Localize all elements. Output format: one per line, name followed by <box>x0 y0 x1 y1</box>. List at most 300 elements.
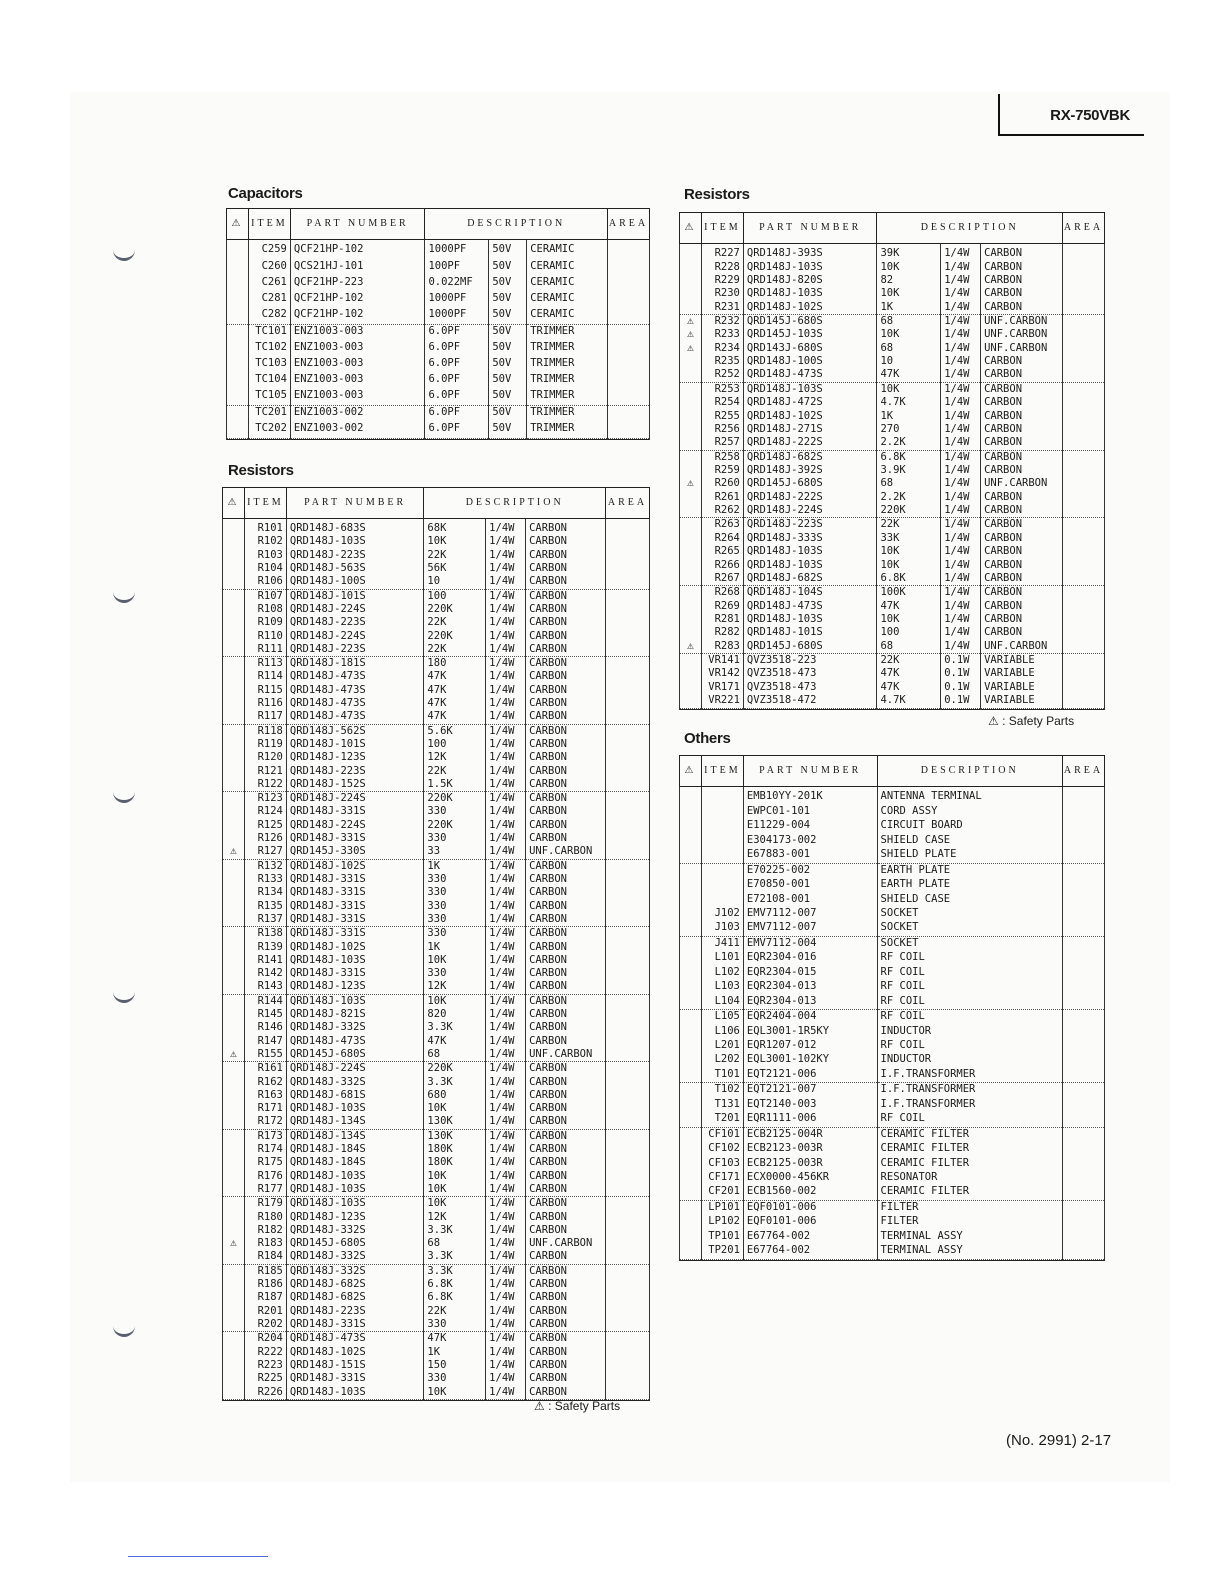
table-row <box>223 549 650 562</box>
description-cell: SOCKET <box>877 907 1062 921</box>
rating-cell: 50V <box>489 240 527 260</box>
item-column-header: ITEM <box>701 756 743 787</box>
safety-mark <box>223 765 245 778</box>
item-cell: R134 <box>244 886 286 899</box>
value-cell: 100 <box>877 626 941 639</box>
item-cell: R281 <box>701 613 743 626</box>
safety-mark <box>680 436 702 450</box>
value-cell: 47K <box>424 710 486 724</box>
part-number-cell: QRD148J-331S <box>286 805 424 818</box>
value-cell: 68K <box>424 519 486 536</box>
area-cell <box>607 308 649 325</box>
safety-mark <box>223 1062 245 1076</box>
type-cell: CARBON <box>981 436 1063 450</box>
type-cell: CARBON <box>981 613 1063 626</box>
value-cell: 22K <box>424 765 486 778</box>
value-cell: 1000PF <box>425 292 489 308</box>
item-cell: R282 <box>701 626 743 639</box>
safety-mark <box>680 1171 702 1185</box>
safety-mark <box>680 848 702 863</box>
empty-cell <box>290 438 425 439</box>
empty-cell <box>425 438 489 439</box>
description-cell: RF COIL <box>877 980 1062 994</box>
rating-cell: 1/4W <box>941 450 981 464</box>
area-cell <box>1062 491 1104 504</box>
part-number-column-header: PART NUMBER <box>743 213 877 244</box>
type-cell: TRIMMER <box>527 324 608 341</box>
value-cell: 47K <box>877 681 941 694</box>
item-cell: R113 <box>244 657 286 671</box>
safety-mark <box>223 1386 245 1400</box>
rating-cell: 1/4W <box>486 873 526 886</box>
empty-cell <box>701 708 743 709</box>
item-cell: R183 <box>244 1237 286 1250</box>
item-cell: R173 <box>244 1129 286 1143</box>
type-cell: CARBON <box>981 244 1063 261</box>
rating-cell: 1/4W <box>486 1291 526 1304</box>
part-number-column-header: PART NUMBER <box>286 488 424 519</box>
safety-mark <box>223 1115 245 1129</box>
safety-mark <box>680 951 702 965</box>
value-cell: 10 <box>877 355 941 368</box>
rating-cell: 1/4W <box>486 792 526 806</box>
area-cell <box>605 845 649 859</box>
part-number-cell: QRD148J-223S <box>286 765 424 778</box>
area-cell <box>605 1102 649 1115</box>
area-cell <box>605 1237 649 1250</box>
area-cell <box>1062 613 1104 626</box>
safety-mark <box>680 274 702 287</box>
safety-mark <box>223 1372 245 1385</box>
empty-cell <box>607 438 649 439</box>
value-cell: 680 <box>424 1089 486 1102</box>
item-cell: C260 <box>248 260 290 276</box>
value-cell: 47K <box>877 368 941 382</box>
type-cell: CERAMIC <box>527 240 608 260</box>
value-cell: 180 <box>424 657 486 671</box>
part-number-cell: ENZ1003-003 <box>290 373 425 389</box>
safety-mark <box>223 1332 245 1346</box>
area-cell <box>607 292 649 308</box>
item-column-header: ITEM <box>244 488 286 519</box>
item-cell: R222 <box>244 1346 286 1359</box>
value-cell: 330 <box>424 1372 486 1385</box>
area-cell <box>605 1129 649 1143</box>
part-number-cell: QRD148J-103S <box>743 382 877 396</box>
table-row <box>223 1048 650 1062</box>
item-cell <box>701 863 743 878</box>
item-cell: T102 <box>701 1083 743 1098</box>
value-cell: 6.0PF <box>425 405 489 422</box>
item-cell: R264 <box>701 532 743 545</box>
rating-cell: 1/4W <box>486 643 526 657</box>
table-row <box>680 382 1105 396</box>
item-cell <box>701 834 743 848</box>
value-cell: 100 <box>424 589 486 603</box>
item-cell: TC103 <box>248 357 290 373</box>
table-row <box>223 954 650 967</box>
area-cell <box>1062 863 1104 878</box>
part-number-cell: EQF0101-006 <box>743 1200 877 1215</box>
table-row <box>680 261 1105 274</box>
item-cell: R106 <box>244 575 286 589</box>
value-cell: 1K <box>877 301 941 315</box>
item-cell: R114 <box>244 670 286 683</box>
item-cell <box>701 819 743 833</box>
table-row <box>223 941 650 954</box>
description-column-header: DESCRIPTION <box>877 213 1063 244</box>
value-cell: 3.3K <box>424 1224 486 1237</box>
part-number-cell: QRD148J-331S <box>286 873 424 886</box>
part-number-cell: QRD148J-103S <box>286 1170 424 1183</box>
area-cell <box>1062 980 1104 994</box>
part-number-cell: QRD148J-473S <box>286 697 424 710</box>
type-cell: CARBON <box>526 616 606 629</box>
rating-cell: 1/4W <box>486 724 526 738</box>
item-cell: R226 <box>244 1386 286 1400</box>
table-row <box>223 1129 650 1143</box>
type-cell: CARBON <box>981 572 1063 586</box>
table-row <box>223 927 650 941</box>
table-row <box>227 422 650 439</box>
part-number-cell: QRD148J-820S <box>743 274 877 287</box>
rating-cell: 1/4W <box>486 1115 526 1129</box>
rating-cell: 1/4W <box>486 1250 526 1264</box>
item-cell: TC105 <box>248 389 290 406</box>
type-cell: CERAMIC <box>527 260 608 276</box>
value-cell: 6.8K <box>877 572 941 586</box>
part-number-cell: QRD148J-152S <box>286 778 424 792</box>
item-cell: TC102 <box>248 341 290 357</box>
value-cell: 68 <box>424 1048 486 1062</box>
value-cell: 330 <box>424 805 486 818</box>
value-cell: 100PF <box>425 260 489 276</box>
table-row <box>680 848 1105 863</box>
area-cell <box>1062 436 1104 450</box>
safety-mark: ⚠ <box>223 1237 245 1250</box>
part-number-cell: QRD143J-680S <box>743 342 877 355</box>
item-cell: TC202 <box>248 422 290 439</box>
part-number-cell: QRD148J-682S <box>286 1291 424 1304</box>
safety-mark <box>680 518 702 532</box>
area-cell <box>1062 921 1104 936</box>
part-number-cell: EQR1207-012 <box>743 1039 877 1053</box>
part-number-cell: QRD148J-151S <box>286 1359 424 1372</box>
item-cell: R267 <box>701 572 743 586</box>
safety-mark <box>680 244 702 261</box>
rating-cell: 1/4W <box>486 913 526 927</box>
item-cell: TP101 <box>701 1230 743 1244</box>
value-cell: 68 <box>877 640 941 654</box>
value-cell: 5.6K <box>424 724 486 738</box>
item-cell: R124 <box>244 805 286 818</box>
safety-mark <box>227 389 249 406</box>
item-cell: R176 <box>244 1170 286 1183</box>
table-row <box>680 863 1105 878</box>
part-number-cell: QRD148J-332S <box>286 1224 424 1237</box>
type-cell: CARBON <box>526 1183 606 1197</box>
part-number-cell: QRD148J-473S <box>286 1332 424 1346</box>
rating-cell: 1/4W <box>486 980 526 994</box>
item-cell: R146 <box>244 1021 286 1034</box>
part-number-cell: QRD148J-332S <box>286 1264 424 1278</box>
type-cell: CARBON <box>526 1102 606 1115</box>
value-cell: 12K <box>424 1211 486 1224</box>
rating-cell: 1/4W <box>941 626 981 639</box>
table-row <box>680 423 1105 436</box>
safety-column-header: ⚠ <box>680 756 702 787</box>
safety-mark <box>223 549 245 562</box>
type-cell: CARBON <box>526 1021 606 1034</box>
item-cell: R231 <box>701 301 743 315</box>
empty-cell <box>244 1399 286 1400</box>
description-cell: EARTH PLATE <box>877 863 1062 878</box>
part-number-cell: QRD145J-103S <box>743 328 877 341</box>
safety-mark <box>223 886 245 899</box>
safety-mark <box>680 1230 702 1244</box>
safety-mark <box>227 308 249 325</box>
item-cell: R235 <box>701 355 743 368</box>
table-row <box>223 724 650 738</box>
value-cell: 130K <box>424 1115 486 1129</box>
type-cell: UNF.CARBON <box>526 1237 606 1250</box>
description-cell: SOCKET <box>877 936 1062 951</box>
item-cell: R261 <box>701 491 743 504</box>
type-cell: CARBON <box>526 1076 606 1089</box>
table-row <box>680 545 1105 558</box>
safety-mark <box>223 778 245 792</box>
value-cell: 47K <box>877 667 941 680</box>
type-cell: CARBON <box>526 589 606 603</box>
table-row <box>680 1053 1105 1067</box>
area-cell <box>605 751 649 764</box>
empty-cell <box>877 708 941 709</box>
item-cell: VR171 <box>701 681 743 694</box>
item-cell: L104 <box>701 995 743 1010</box>
part-number-cell: QRD148J-562S <box>286 724 424 738</box>
empty-cell <box>941 708 981 709</box>
rating-cell: 1/4W <box>941 504 981 518</box>
part-number-column-header: PART NUMBER <box>743 756 877 787</box>
area-cell <box>605 724 649 738</box>
part-number-cell: QRD148J-683S <box>286 519 424 536</box>
safety-mark: ⚠ <box>680 328 702 341</box>
table-row <box>680 301 1105 315</box>
safety-mark <box>680 301 702 315</box>
value-cell: 4.7K <box>877 396 941 409</box>
item-cell: R102 <box>244 535 286 548</box>
area-cell <box>1062 1112 1104 1127</box>
type-cell: CARBON <box>981 355 1063 368</box>
safety-mark <box>223 519 245 536</box>
table-row <box>680 921 1105 936</box>
area-cell <box>1062 654 1104 668</box>
type-cell: UNF.CARBON <box>981 328 1063 341</box>
safety-mark <box>223 657 245 671</box>
area-cell <box>605 1372 649 1385</box>
part-number-cell: ECB2123-003R <box>743 1142 877 1156</box>
safety-mark <box>223 1224 245 1237</box>
type-cell: TRIMMER <box>527 422 608 439</box>
table-row <box>680 586 1105 600</box>
table-row <box>223 643 650 657</box>
table-row <box>223 562 650 575</box>
item-cell: R223 <box>244 1359 286 1372</box>
safety-mark <box>223 643 245 657</box>
rating-cell: 1/4W <box>486 1170 526 1183</box>
table-row <box>223 765 650 778</box>
area-column-header: AREA <box>605 488 649 519</box>
safety-mark <box>223 941 245 954</box>
part-number-cell: QRD145J-680S <box>743 640 877 654</box>
item-cell: L202 <box>701 1053 743 1067</box>
area-cell <box>605 1211 649 1224</box>
type-cell: CARBON <box>526 1332 606 1346</box>
safety-column-header: ⚠ <box>223 488 245 519</box>
value-cell: 82 <box>877 274 941 287</box>
rating-cell: 50V <box>489 260 527 276</box>
empty-cell <box>223 1399 245 1400</box>
rating-cell: 1/4W <box>486 549 526 562</box>
part-number-cell: QRD148J-102S <box>286 1346 424 1359</box>
part-number-cell: QRD148J-101S <box>286 738 424 751</box>
type-cell: CARBON <box>526 684 606 697</box>
value-cell: 270 <box>877 423 941 436</box>
safety-mark <box>223 927 245 941</box>
rating-cell: 50V <box>489 276 527 292</box>
table-row <box>680 368 1105 382</box>
type-cell: CARBON <box>526 1359 606 1372</box>
safety-mark <box>227 357 249 373</box>
area-cell <box>1062 518 1104 532</box>
area-cell <box>605 1035 649 1048</box>
safety-mark <box>680 504 702 518</box>
type-cell: CARBON <box>526 670 606 683</box>
part-number-column-header: PART NUMBER <box>290 209 425 240</box>
part-number-cell: QRD148J-123S <box>286 980 424 994</box>
area-cell <box>605 765 649 778</box>
table-row <box>680 995 1105 1010</box>
description-column-header: DESCRIPTION <box>424 488 606 519</box>
area-cell <box>607 373 649 389</box>
part-number-cell: EQR2304-016 <box>743 951 877 965</box>
description-cell: SHIELD CASE <box>877 893 1062 907</box>
rating-cell: 1/4W <box>486 1359 526 1372</box>
table-row <box>223 1386 650 1400</box>
rating-cell: 1/4W <box>941 368 981 382</box>
type-cell: CARBON <box>526 519 606 536</box>
type-cell: CARBON <box>526 941 606 954</box>
item-cell: R266 <box>701 559 743 572</box>
table-row <box>680 1025 1105 1039</box>
item-cell: R107 <box>244 589 286 603</box>
part-number-cell: QRD148J-223S <box>743 518 877 532</box>
area-cell <box>1062 1127 1104 1142</box>
rating-cell: 1/4W <box>941 396 981 409</box>
item-cell: R104 <box>244 562 286 575</box>
item-cell: R133 <box>244 873 286 886</box>
type-cell: CARBON <box>526 1143 606 1156</box>
item-cell: R119 <box>244 738 286 751</box>
type-cell: CARBON <box>526 1089 606 1102</box>
part-number-cell: ECB1560-002 <box>743 1185 877 1200</box>
item-cell: R126 <box>244 832 286 845</box>
description-cell: INDUCTOR <box>877 1053 1062 1067</box>
type-cell: TRIMMER <box>527 357 608 373</box>
type-cell: CARBON <box>526 900 606 913</box>
part-number-cell: QRD148J-101S <box>286 589 424 603</box>
area-cell <box>605 1021 649 1034</box>
table-row <box>227 292 650 308</box>
value-cell: 6.0PF <box>425 389 489 406</box>
item-cell: R144 <box>244 994 286 1008</box>
safety-mark <box>223 1211 245 1224</box>
table-row <box>223 751 650 764</box>
safety-mark <box>680 787 702 805</box>
type-cell: CARBON <box>526 1062 606 1076</box>
type-cell: CARBON <box>526 751 606 764</box>
part-number-cell: ENZ1003-003 <box>290 341 425 357</box>
rating-cell: 1/4W <box>941 518 981 532</box>
value-cell: 180K <box>424 1143 486 1156</box>
empty-cell <box>981 708 1063 709</box>
area-cell <box>607 324 649 341</box>
area-column-header: AREA <box>1062 213 1104 244</box>
rating-cell: 1/4W <box>486 589 526 603</box>
table-row <box>680 464 1105 477</box>
item-cell: R172 <box>244 1115 286 1129</box>
value-cell: 100K <box>877 586 941 600</box>
part-number-cell: QRD148J-103S <box>286 994 424 1008</box>
area-cell <box>605 913 649 927</box>
area-cell <box>605 954 649 967</box>
safety-mark <box>223 1102 245 1115</box>
item-cell: R185 <box>244 1264 286 1278</box>
safety-mark <box>680 667 702 680</box>
rating-cell: 1/4W <box>486 751 526 764</box>
value-cell: 10K <box>877 382 941 396</box>
rating-cell: 0.1W <box>941 681 981 694</box>
item-cell: T101 <box>701 1068 743 1083</box>
table-row <box>223 1197 650 1211</box>
safety-mark <box>680 878 702 892</box>
table-row <box>223 1372 650 1385</box>
table-row <box>680 1215 1105 1229</box>
safety-mark: ⚠ <box>680 477 702 490</box>
table-row <box>680 654 1105 668</box>
part-number-cell: QRD148J-181S <box>286 657 424 671</box>
item-cell: J103 <box>701 921 743 936</box>
area-cell <box>1062 787 1104 805</box>
safety-mark <box>680 893 702 907</box>
table-row <box>223 519 650 536</box>
area-cell <box>605 1089 649 1102</box>
safety-column-header: ⚠ <box>227 209 249 240</box>
resistors-left-table <box>222 487 650 1401</box>
area-cell <box>605 738 649 751</box>
area-cell <box>1062 893 1104 907</box>
rating-cell: 50V <box>489 324 527 341</box>
item-cell: R118 <box>244 724 286 738</box>
value-cell: 1000PF <box>425 308 489 325</box>
safety-mark <box>680 382 702 396</box>
rating-cell: 1/4W <box>486 1156 526 1169</box>
safety-mark <box>223 900 245 913</box>
rating-cell: 1/4W <box>486 1102 526 1115</box>
value-cell: 4.7K <box>877 694 941 708</box>
value-cell: 10K <box>877 559 941 572</box>
table-row <box>223 1008 650 1021</box>
